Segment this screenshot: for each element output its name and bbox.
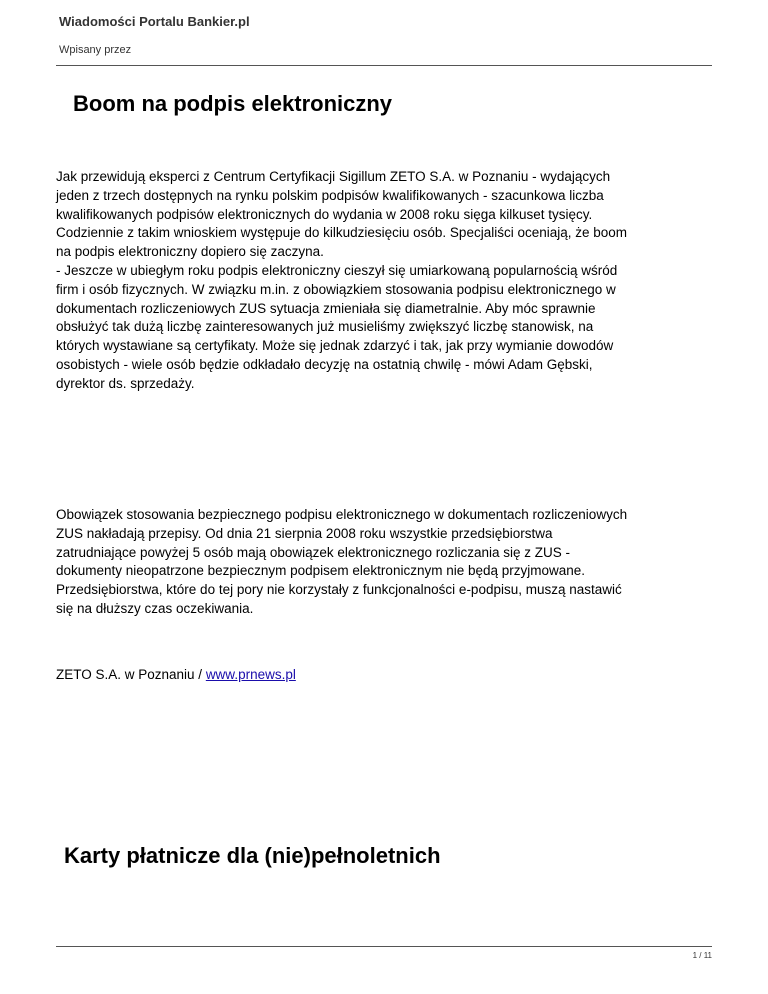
page-number: 1 / 11 [692, 951, 712, 960]
text-line: firm i osób fizycznych. W związku m.in. z obowiązkiem stosowania podpisu elektronicznego w [56, 281, 616, 297]
text-line: ZUS nakładają przepisy. Od dnia 21 sierpnia 2008 roku wszystkie przedsiębiorstwa [56, 525, 553, 541]
text-line: Jak przewidują eksperci z Centrum Certyfikacji Sigillum ZETO S.A. w Poznaniu - wydających [56, 169, 611, 184]
next-article-title: Karty płatnicze dla (nie)pełnoletnich [64, 843, 441, 868]
article-paragraph-1 [56, 168, 720, 394]
text-line: dyrektor ds. sprzedaży. [56, 375, 195, 391]
text-line: których wystawiane są certyfikaty. Może się jednak zdarzyć i tak, jak przy wymianie dowodów [56, 338, 614, 354]
source-link[interactable]: www.prnews.pl [205, 667, 296, 682]
text-line: dokumenty nieopatrzone bezpiecznym podpisem elektronicznym nie będą przyjmowane. [56, 563, 586, 579]
footer-divider [56, 946, 712, 947]
text-line: Obowiązek stosowania bezpiecznego podpisu elektronicznego w dokumentach rozliczeniowych [56, 507, 628, 522]
text-line: dokumentach rozliczeniowych ZUS sytuacja zmieniała się diametralnie. Aby móc sprawnie [56, 300, 596, 316]
article-source [56, 666, 720, 685]
text-line: się na dłuższy czas oczekiwania. [56, 600, 254, 616]
source-label: ZETO S.A. w Poznaniu / [56, 667, 206, 682]
text-line: kwalifikowanych podpisów elektronicznych do wydania w 2008 roku sięga kilkuset tysięcy. [56, 206, 593, 222]
text-line: Codziennie z takim wnioskiem występuje do kilkudziesięciu osób. Specjaliści oceniają, że boom [56, 225, 628, 241]
text-line: osobistych - wiele osób będzie odkładało decyzję na ostatnią chwilę - mówi Adam Gębski, [56, 356, 593, 372]
site-title: Wiadomości Portalu Bankier.pl [59, 14, 250, 29]
article-title: Boom na podpis elektroniczny [73, 91, 393, 116]
text-line: na podpis elektroniczny dopiero się zaczyna. [56, 244, 324, 260]
text-line: - Jeszcze w ubiegłym roku podpis elektroniczny cieszył się umiarkowaną popularnością wśród [56, 262, 618, 278]
header-divider [56, 65, 712, 66]
author-line: Wpisany przez [59, 44, 132, 56]
text-line: Przedsiębiorstwa, które do tej pory nie korzystały z funkcjonalności e-podpisu, muszą nastawić [56, 582, 622, 598]
text-line: zatrudniające powyżej 5 osób mają obowiązek elektronicznego rozliczania się z ZUS - [56, 544, 571, 560]
text-line: jeden z trzech dostępnych na rynku polskim podpisów kwalifikowanych - szacunkowa liczba [56, 187, 604, 203]
text-line: obsłużyć tak dużą liczbę zainteresowanych już musieliśmy zwiększyć liczbę stanowisk, na [56, 319, 594, 335]
article-paragraph-2 [56, 506, 720, 619]
